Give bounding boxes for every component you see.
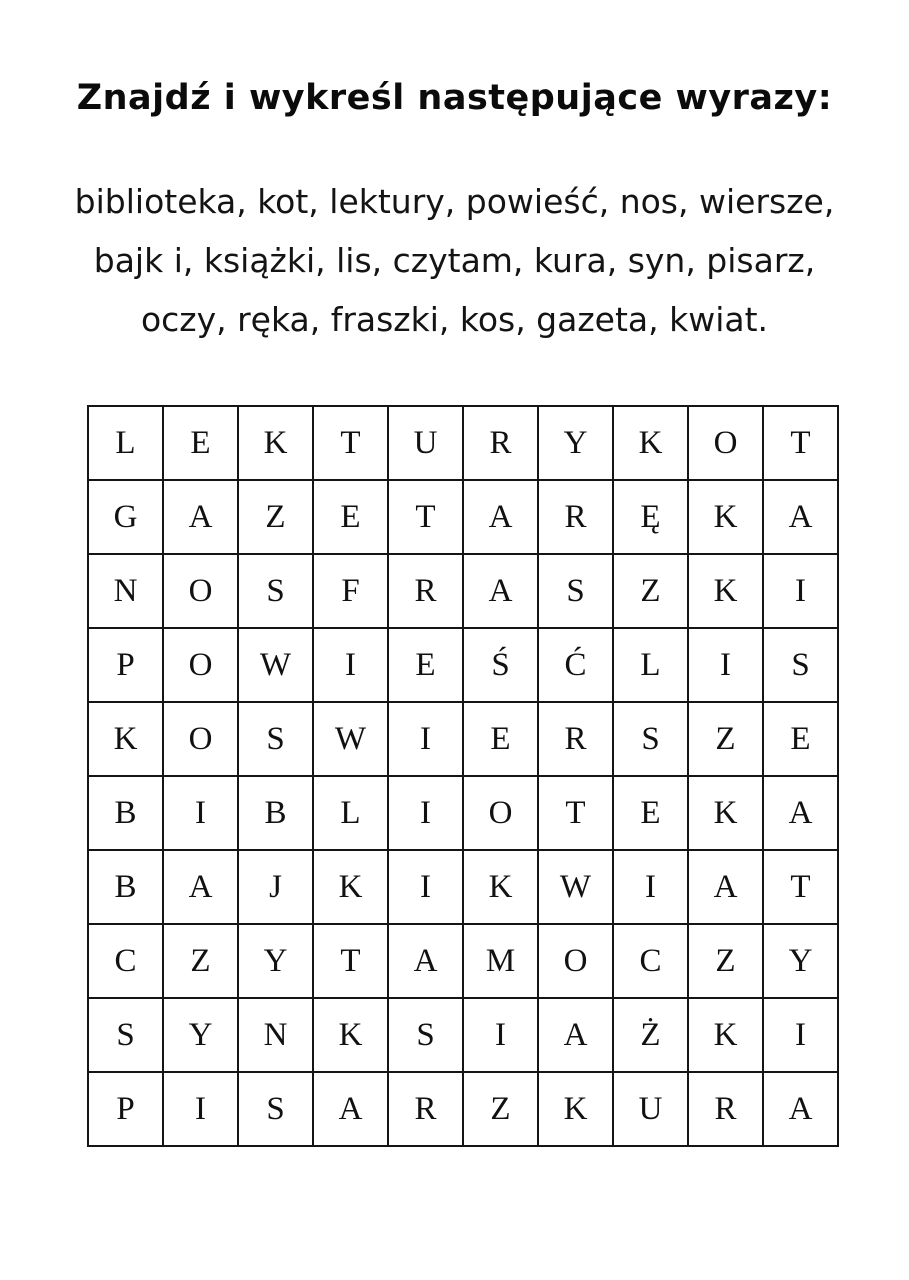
grid-cell[interactable]: Y — [163, 998, 238, 1072]
grid-cell[interactable]: R — [388, 554, 463, 628]
grid-cell[interactable]: A — [763, 480, 838, 554]
grid-cell[interactable]: A — [763, 1072, 838, 1146]
grid-cell[interactable]: A — [388, 924, 463, 998]
grid-cell[interactable]: P — [88, 1072, 163, 1146]
grid-cell[interactable]: G — [88, 480, 163, 554]
grid-cell[interactable]: N — [88, 554, 163, 628]
grid-cell[interactable]: T — [763, 406, 838, 480]
grid-cell[interactable]: Ć — [538, 628, 613, 702]
grid-cell[interactable]: L — [613, 628, 688, 702]
grid-cell[interactable]: E — [388, 628, 463, 702]
grid-cell[interactable]: K — [688, 554, 763, 628]
grid-cell[interactable]: R — [538, 702, 613, 776]
grid-row — [88, 702, 838, 776]
grid-cell[interactable]: A — [763, 776, 838, 850]
grid-cell[interactable]: I — [388, 776, 463, 850]
grid-cell[interactable]: Z — [613, 554, 688, 628]
grid-row — [88, 480, 838, 554]
grid-cell[interactable]: S — [238, 702, 313, 776]
grid-cell[interactable]: S — [613, 702, 688, 776]
grid-cell[interactable]: T — [538, 776, 613, 850]
grid-cell[interactable]: L — [313, 776, 388, 850]
grid-cell[interactable]: S — [88, 998, 163, 1072]
grid-row — [88, 850, 838, 924]
grid-cell[interactable]: I — [763, 554, 838, 628]
grid-cell[interactable]: M — [463, 924, 538, 998]
grid-cell[interactable]: E — [613, 776, 688, 850]
grid-cell[interactable]: F — [313, 554, 388, 628]
grid-cell[interactable]: A — [463, 480, 538, 554]
grid-cell[interactable]: I — [388, 850, 463, 924]
grid-cell[interactable]: B — [88, 776, 163, 850]
grid-cell[interactable]: I — [313, 628, 388, 702]
grid-cell[interactable]: K — [613, 406, 688, 480]
grid-cell[interactable]: E — [763, 702, 838, 776]
grid-cell[interactable]: I — [388, 702, 463, 776]
grid-cell[interactable]: P — [88, 628, 163, 702]
grid-cell[interactable]: Ś — [463, 628, 538, 702]
grid-cell[interactable]: B — [238, 776, 313, 850]
grid-cell[interactable]: A — [463, 554, 538, 628]
grid-cell[interactable]: O — [163, 628, 238, 702]
grid-cell[interactable]: T — [313, 406, 388, 480]
grid-row — [88, 776, 838, 850]
grid-cell[interactable]: K — [313, 998, 388, 1072]
grid-cell[interactable]: O — [463, 776, 538, 850]
grid-cell[interactable]: A — [688, 850, 763, 924]
grid-row — [88, 554, 838, 628]
grid-cell[interactable]: U — [388, 406, 463, 480]
grid-cell[interactable]: A — [313, 1072, 388, 1146]
worksheet-title: Znajdź i wykreśl następujące wyrazy: — [76, 78, 833, 118]
word-list-line: bajk i, książki, lis, czytam, kura, syn, pisarz, — [93, 241, 816, 280]
grid-cell[interactable]: I — [163, 1072, 238, 1146]
grid-cell[interactable]: S — [388, 998, 463, 1072]
grid-cell[interactable]: Z — [688, 702, 763, 776]
grid-cell[interactable]: O — [538, 924, 613, 998]
grid-cell[interactable]: Z — [163, 924, 238, 998]
word-search-grid — [87, 405, 839, 1147]
grid-cell[interactable]: O — [688, 406, 763, 480]
word-list-line: biblioteka, kot, lektury, powieść, nos, wiersze, — [74, 182, 835, 221]
grid-cell[interactable]: C — [613, 924, 688, 998]
grid-row — [88, 628, 838, 702]
grid-row — [88, 1072, 838, 1146]
grid-cell[interactable]: T — [763, 850, 838, 924]
grid-cell[interactable]: O — [163, 702, 238, 776]
grid-cell[interactable]: W — [238, 628, 313, 702]
grid-cell[interactable]: S — [238, 554, 313, 628]
grid-cell[interactable]: T — [388, 480, 463, 554]
grid-cell[interactable]: K — [688, 480, 763, 554]
grid-cell[interactable]: K — [538, 1072, 613, 1146]
grid-cell[interactable]: K — [88, 702, 163, 776]
grid-cell[interactable]: T — [313, 924, 388, 998]
grid-cell[interactable]: R — [688, 1072, 763, 1146]
grid-cell[interactable]: I — [463, 998, 538, 1072]
grid-row — [88, 406, 838, 480]
grid-cell[interactable]: K — [313, 850, 388, 924]
grid-cell[interactable]: W — [313, 702, 388, 776]
grid-cell[interactable]: Y — [763, 924, 838, 998]
grid-cell[interactable]: E — [163, 406, 238, 480]
grid-cell[interactable]: E — [463, 702, 538, 776]
grid-cell[interactable]: Z — [688, 924, 763, 998]
grid-cell[interactable]: I — [613, 850, 688, 924]
grid-cell[interactable]: E — [313, 480, 388, 554]
word-list — [0, 172, 909, 349]
grid-cell[interactable]: J — [238, 850, 313, 924]
grid-cell[interactable]: R — [463, 406, 538, 480]
grid-cell[interactable]: A — [538, 998, 613, 1072]
grid-row — [88, 924, 838, 998]
grid-cell[interactable]: R — [538, 480, 613, 554]
grid-cell[interactable]: I — [163, 776, 238, 850]
grid-cell[interactable]: Z — [463, 1072, 538, 1146]
grid-cell[interactable]: B — [88, 850, 163, 924]
grid-cell[interactable]: K — [688, 776, 763, 850]
grid-cell[interactable]: C — [88, 924, 163, 998]
grid-cell[interactable]: K — [238, 406, 313, 480]
grid-cell[interactable]: W — [538, 850, 613, 924]
grid-cell[interactable]: N — [238, 998, 313, 1072]
grid-cell[interactable]: O — [163, 554, 238, 628]
grid-cell[interactable]: Y — [538, 406, 613, 480]
grid-cell[interactable]: I — [763, 998, 838, 1072]
grid-cell[interactable]: Z — [238, 480, 313, 554]
grid-row — [88, 998, 838, 1072]
grid-cell[interactable]: S — [238, 1072, 313, 1146]
word-list-line: oczy, ręka, fraszki, kos, gazeta, kwiat. — [140, 300, 769, 339]
grid-cell[interactable]: K — [463, 850, 538, 924]
grid-cell[interactable]: Y — [238, 924, 313, 998]
grid-cell[interactable]: U — [613, 1072, 688, 1146]
grid-cell[interactable]: L — [88, 406, 163, 480]
grid-cell[interactable]: Ę — [613, 480, 688, 554]
grid-cell[interactable]: I — [688, 628, 763, 702]
grid-cell[interactable]: A — [163, 480, 238, 554]
grid-cell[interactable]: K — [688, 998, 763, 1072]
grid-cell[interactable]: S — [538, 554, 613, 628]
grid-cell[interactable]: S — [763, 628, 838, 702]
grid-cell[interactable]: Ż — [613, 998, 688, 1072]
grid-cell[interactable]: R — [388, 1072, 463, 1146]
grid-cell[interactable]: A — [163, 850, 238, 924]
